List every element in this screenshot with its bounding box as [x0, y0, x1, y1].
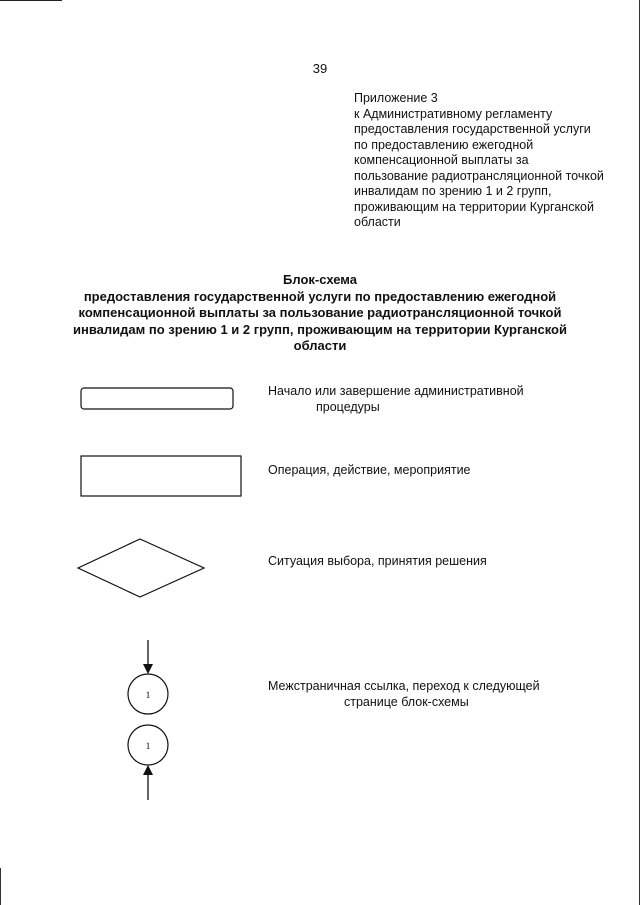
- title-line: предоставления государственной услуги по предоставлению ежегодной: [83, 288, 557, 304]
- terminator-description: [268, 383, 524, 415]
- title-line: Блок-схема: [283, 272, 357, 287]
- connector-shape-icon: [118, 638, 182, 804]
- connector-description: [268, 678, 540, 710]
- page-number: 39: [312, 61, 328, 76]
- decision-description: [268, 553, 487, 569]
- connector-marker-bottom: 1: [145, 741, 151, 751]
- appendix-line: области: [354, 215, 401, 229]
- appendix-line: пользование радиотрансляционной точкой: [354, 168, 604, 183]
- scan-edge-left: [0, 868, 1, 905]
- connector-marker-top: 1: [145, 690, 151, 700]
- connector-text-line: Межстраничная ссылка, переход к следующей: [268, 679, 540, 693]
- scan-edge-top: [0, 0, 62, 1]
- connector-text-line: странице блок-схемы: [344, 695, 469, 709]
- process-description: [268, 462, 471, 478]
- terminator-text-line: Начало или завершение административной: [268, 384, 524, 398]
- title-line: области: [293, 338, 347, 353]
- appendix-header: [354, 91, 636, 231]
- appendix-line: Приложение 3: [354, 91, 438, 105]
- title-line: компенсационной выплаты за пользование радиотрансляционной точкой: [78, 305, 562, 320]
- terminator-text-line: процедуры: [316, 400, 380, 414]
- process-text-line: Операция, действие, мероприятие: [268, 463, 471, 477]
- appendix-line: компенсационной выплаты за: [354, 153, 529, 167]
- document-title: [0, 272, 640, 355]
- terminator-shape-icon: [78, 385, 238, 413]
- appendix-line: к Административному регламенту: [354, 106, 553, 121]
- title-line: инвалидам по зрению 1 и 2 групп, проживающим на территории Курганской: [73, 321, 567, 337]
- appendix-line: предоставления государственной услуги: [354, 122, 591, 136]
- appendix-line: инвалидам по зрению 1 и 2 групп,: [354, 184, 552, 198]
- decision-text-line: Ситуация выбора, принятия решения: [268, 554, 487, 568]
- process-shape-icon: [78, 454, 244, 498]
- appendix-line: проживающим на территории Курганской: [354, 199, 594, 214]
- decision-shape-icon: [74, 536, 210, 600]
- appendix-line: по предоставлению ежегодной: [354, 137, 534, 152]
